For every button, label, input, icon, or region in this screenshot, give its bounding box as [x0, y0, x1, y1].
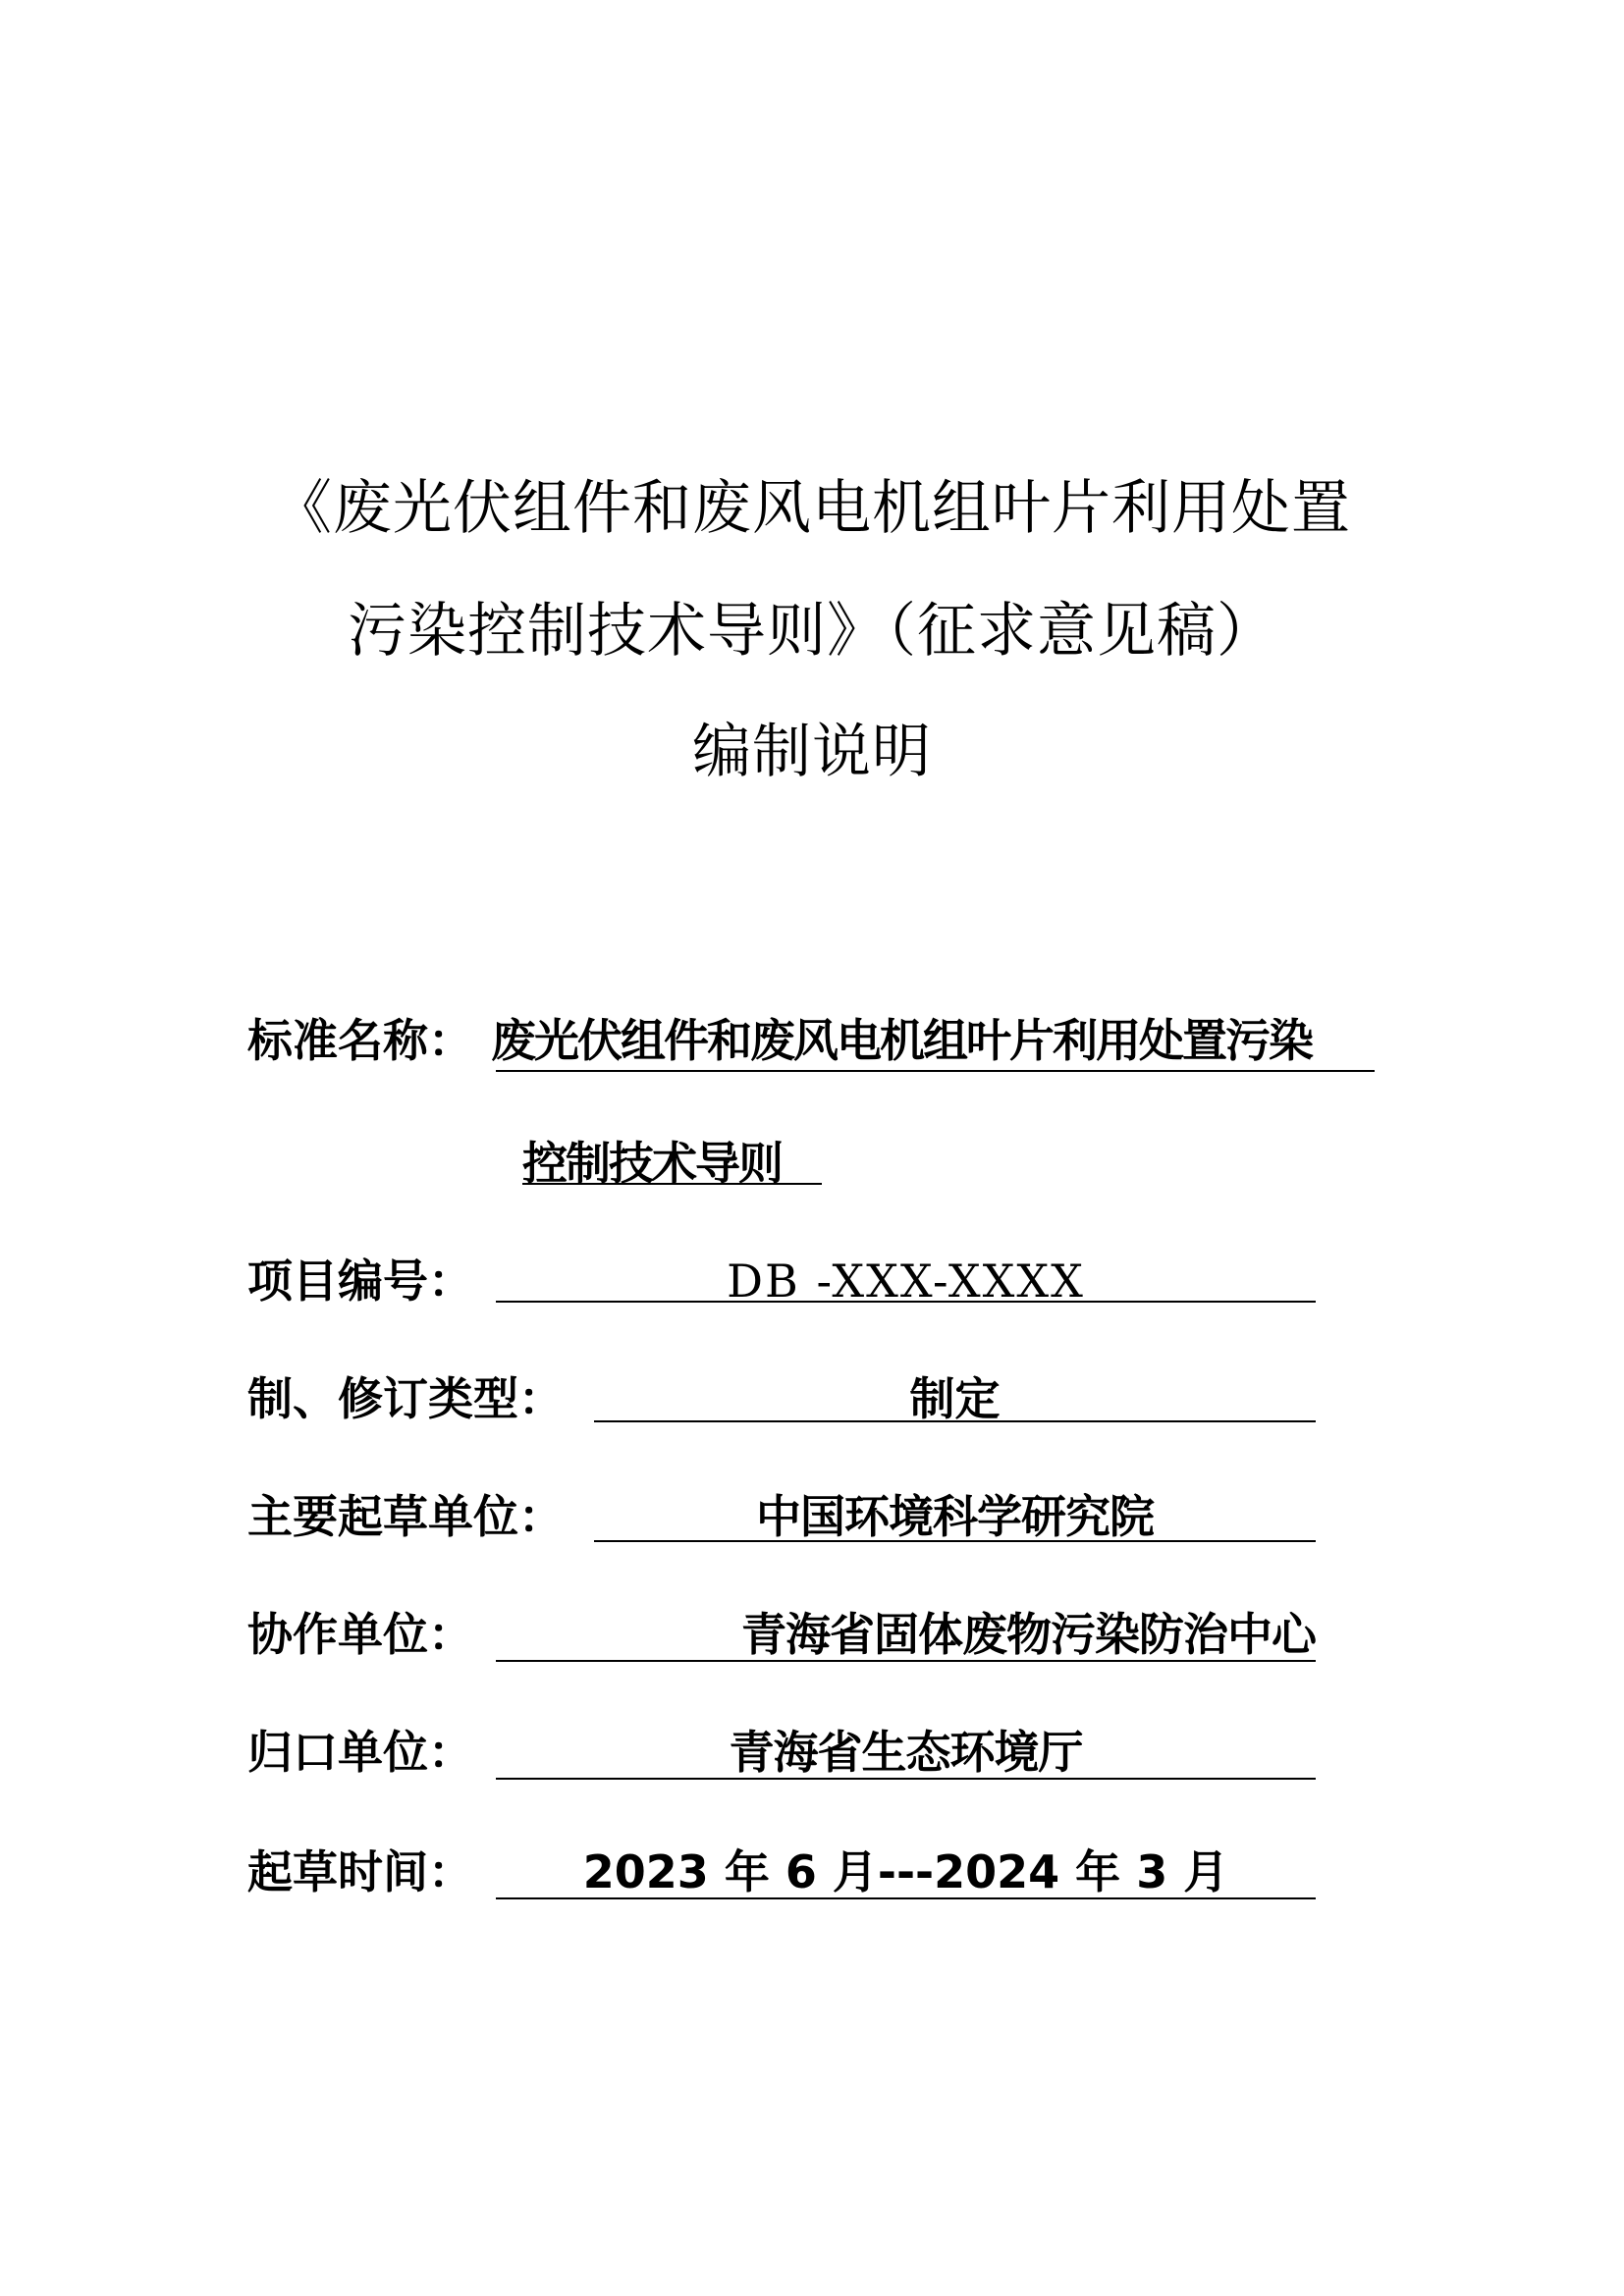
- revision-type-label: 制、修订类型：: [247, 1372, 564, 1425]
- revision-type-value: 制定: [909, 1372, 1001, 1425]
- standard-name-underline-1: [496, 1070, 1375, 1072]
- standard-name-value-line-1: 废光伏组件和废风电机组叶片利用处置污染: [491, 1014, 1312, 1067]
- document-subtitle: 编制说明: [692, 718, 932, 786]
- responsible-unit-label: 归口单位：: [247, 1726, 473, 1779]
- drafting-unit-underline: [594, 1540, 1316, 1542]
- drafting-unit-value: 中国环境科学研究院: [756, 1490, 1154, 1543]
- project-number-label: 项目编号：: [247, 1255, 473, 1308]
- standard-name-label: 标准名称：: [247, 1014, 473, 1067]
- document-title-line-1: 《废光伏组件和废风电机组叶片利用处置: [273, 474, 1351, 543]
- drafting-time-value: 2023 年 6 月---2024 年 3 月: [582, 1845, 1229, 1898]
- document-title-line-2: 污染控制技术导则》（征求意见稿）: [348, 597, 1276, 666]
- standard-name-underline-2: [522, 1183, 822, 1185]
- project-number-value: DB -XXX-XXXX: [727, 1255, 1085, 1308]
- drafting-time-label: 起草时间：: [247, 1845, 473, 1898]
- drafting-unit-label: 主要起草单位：: [247, 1490, 564, 1543]
- responsible-unit-underline: [496, 1778, 1316, 1780]
- standard-name-value-line-2: 控制技术导则: [522, 1137, 782, 1190]
- cooperating-unit-label: 协作单位：: [247, 1608, 473, 1661]
- responsible-unit-value: 青海省生态环境厅: [729, 1726, 1083, 1779]
- revision-type-underline: [594, 1420, 1316, 1422]
- drafting-time-underline: [496, 1897, 1316, 1899]
- cooperating-unit-underline: [496, 1660, 1316, 1662]
- project-number-underline: [496, 1301, 1316, 1303]
- cooperating-unit-value: 青海省固体废物污染防治中心: [741, 1608, 1316, 1661]
